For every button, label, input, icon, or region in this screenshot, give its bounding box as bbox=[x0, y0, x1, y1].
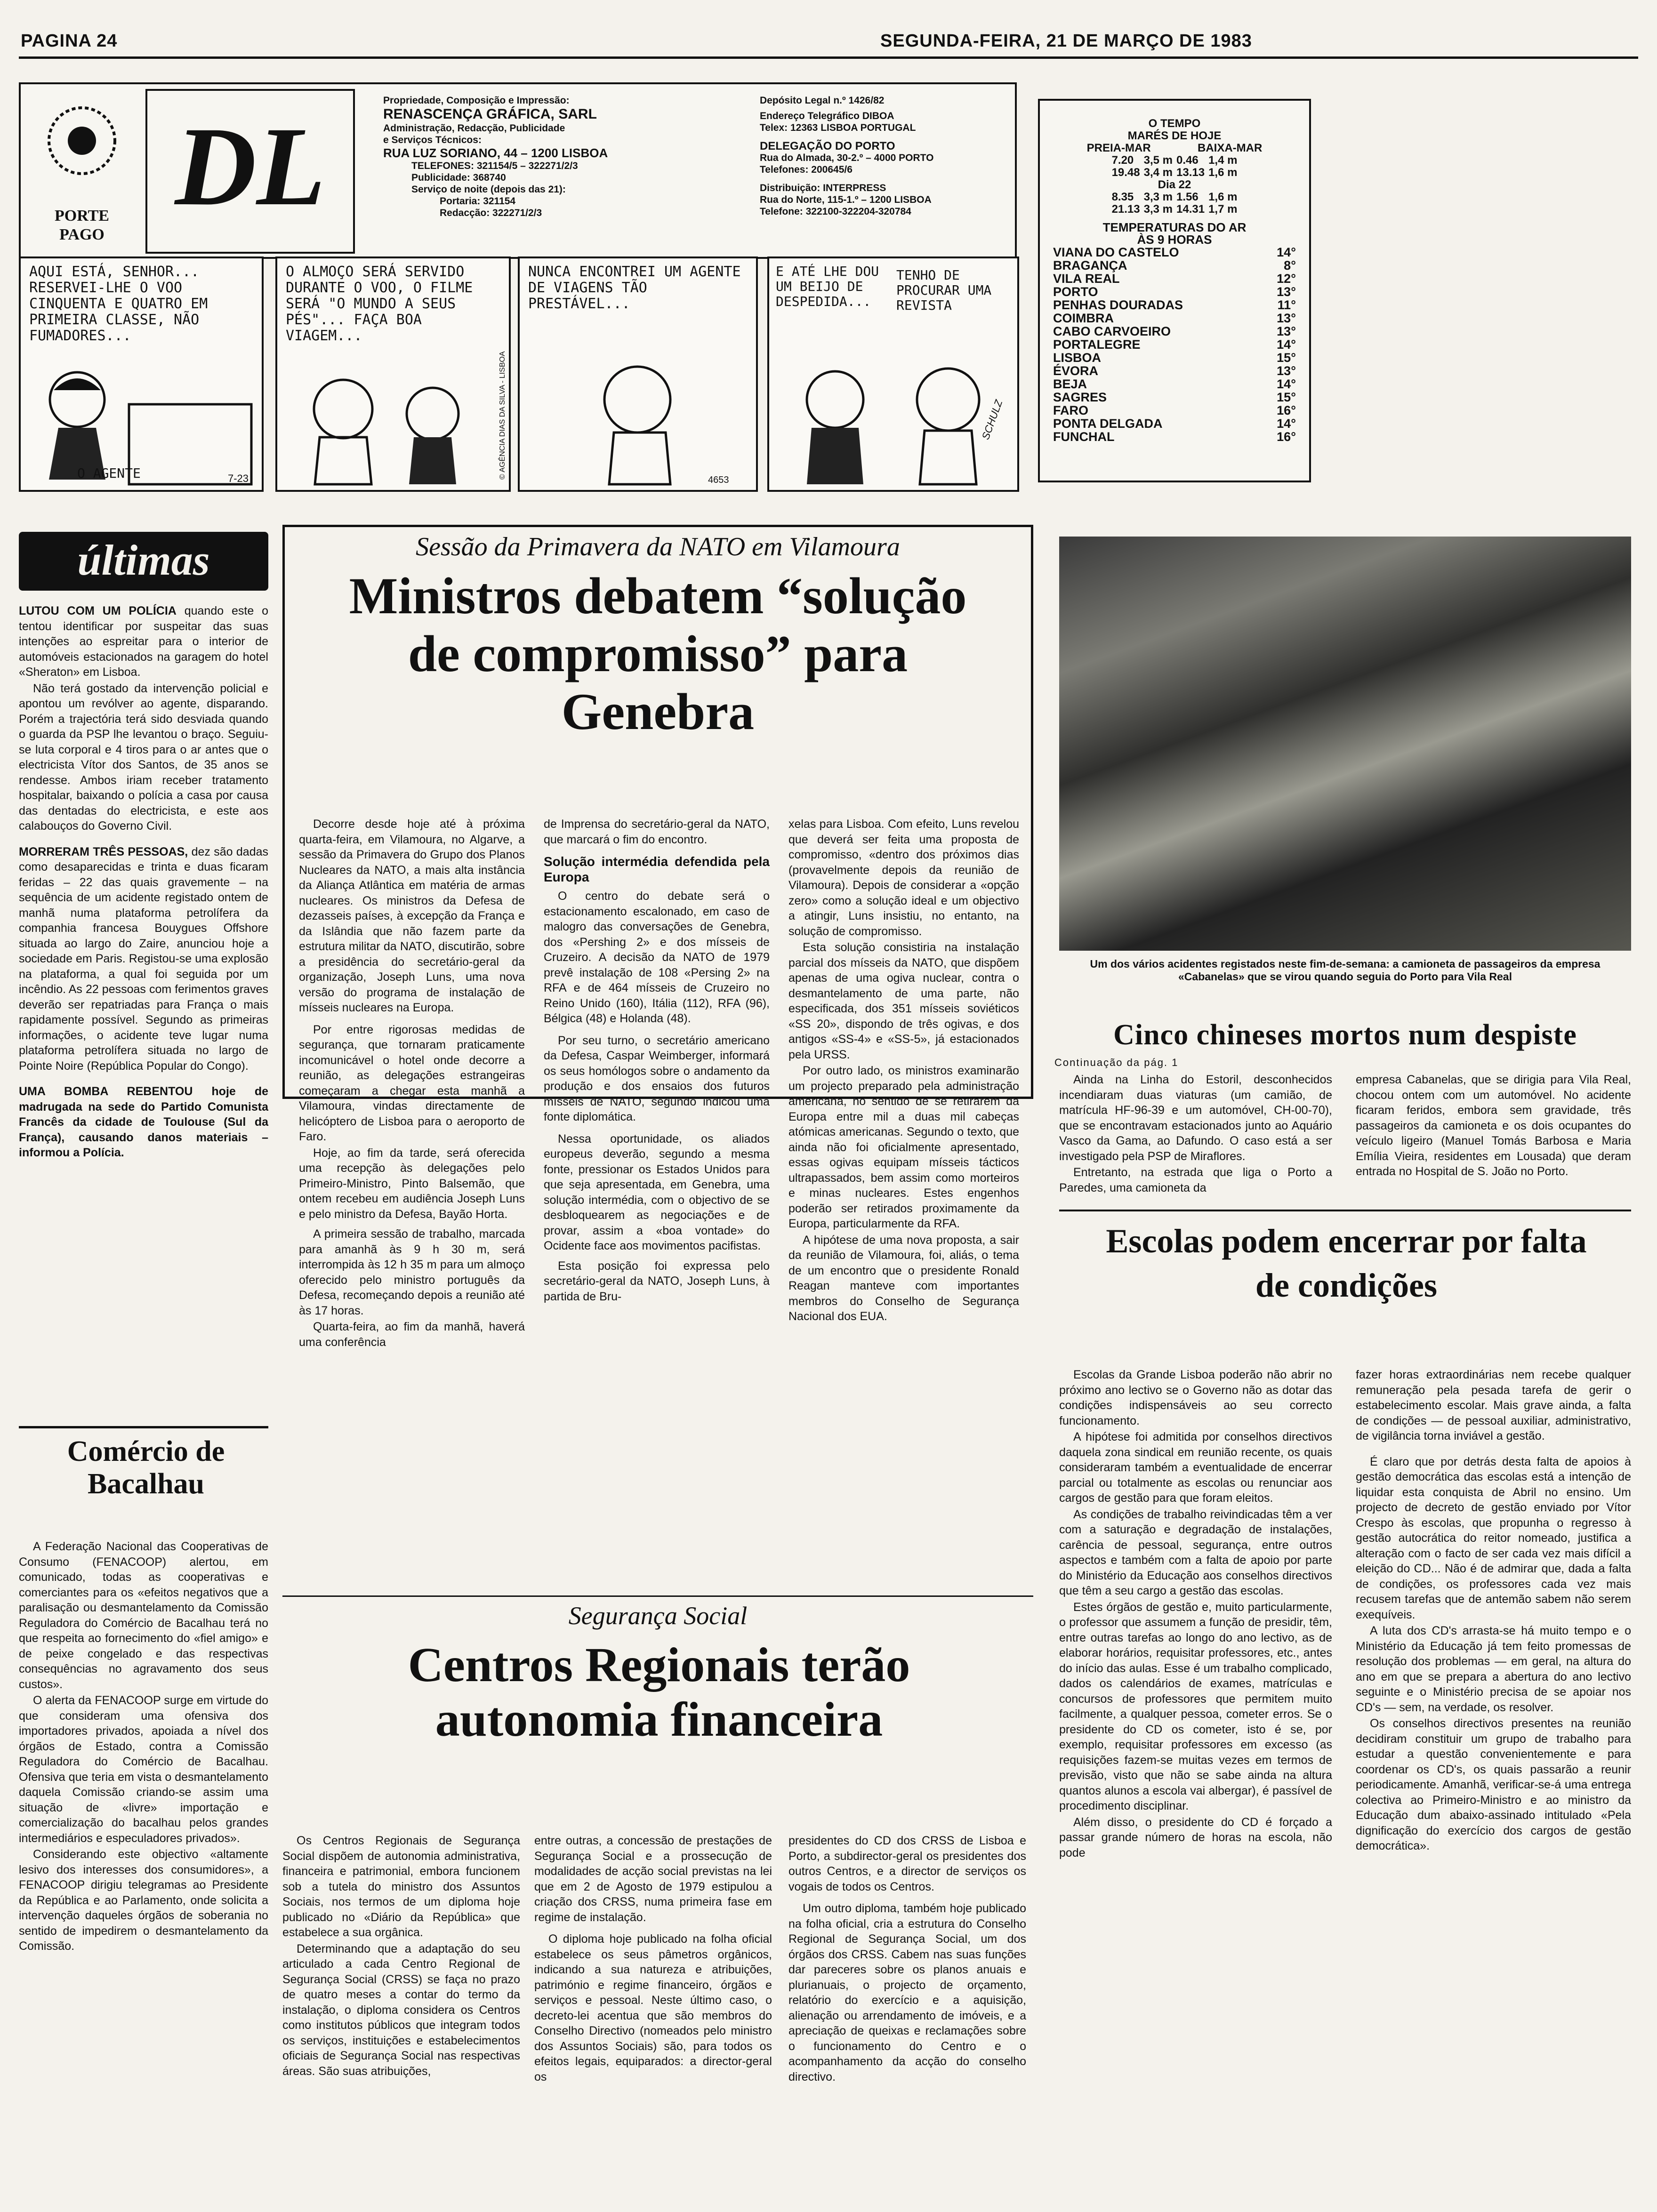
temperature-row bbox=[1053, 246, 1296, 259]
temperature-row bbox=[1053, 298, 1296, 312]
publisher-info: Propriedade, Composição e Impressão: RENASCENÇA GRÁFICA, SARL Administração, Redacção, Publicidade e Serviços Técnicos: RUA LUZ SORIANO, 44 – 1200 LISBOA TELEFONES: 321154/5 – 322271/2/3 Publicidade: 368740 Serviço de noite (depois das 21): Portaria: 321154 Redacção: 322271/2/3 bbox=[383, 95, 608, 218]
tide-day-label: Dia 22 bbox=[1158, 178, 1191, 191]
city-name: VIANA DO CASTELO bbox=[1053, 245, 1179, 259]
ultimas-item: MORRERAM TRÊS PESSOAS, dez são dadas como desaparecidas e trinta e duas ficaram feridas – 22 das quais gravemente – na sequência de um acidente registado ontem de manhã numa plataforma petrolífera da companhia francesa Bouygues Offshore situada ao largo do Zaire, anunciou hoje a sociedade em Paris. Registou-se uma explosão na plataforma, a qual foi seguida por um incêndio. As 22 pessoas com ferimentos graves deverão ser repatriadas para França o mais rapidamente possível. Segundo as primeiras informações, o acidente teve lugar numa plataforma petrolífera situada no largo de Pointe Noire (República Popular do Congo). bbox=[19, 845, 269, 1073]
temperature-row bbox=[1053, 391, 1296, 404]
paragraph: Além disso, o presidente do CD é forçado a passar grande número de horas na escola, não pode bbox=[1059, 1815, 1332, 1859]
city-name: FARO bbox=[1053, 403, 1089, 417]
temperature-row bbox=[1053, 285, 1296, 298]
tide-row: 19.48 3,4 m 13.13 1,6 m bbox=[1111, 166, 1238, 179]
ultimas-column bbox=[19, 603, 268, 1162]
temperature-row bbox=[1053, 259, 1296, 272]
temperature-value: 11° bbox=[1277, 298, 1296, 312]
nato-col-1 bbox=[299, 817, 525, 1351]
cartoonist-signature: SCHULZ bbox=[979, 398, 1005, 441]
accident-col-1 bbox=[1059, 1072, 1332, 1196]
paragraph: fazer horas extraordinárias nem recebe qualquer remuneração pela pesada tarefa de gerir o estabelecimento escolar. Mais grave ainda, a falta de condições — de pessoal auxiliar, administrativo, de vigilância torna inviável a gestão. bbox=[1356, 1368, 1631, 1443]
temperature-row bbox=[1053, 325, 1296, 338]
paragraph: Escolas da Grande Lisboa poderão não abrir no próximo ano lectivo se o Governo não as dotar das condições indispensáveis ao seu correcto funcionamento. bbox=[1059, 1368, 1332, 1427]
charlie-brown-figure-icon bbox=[520, 353, 760, 489]
temperature-value: 13° bbox=[1277, 285, 1296, 299]
city-name: CABO CARVOEIRO bbox=[1053, 324, 1171, 338]
paragraph: de Imprensa do secretário-geral da NATO, que marcará o fim do encontro. bbox=[544, 817, 770, 846]
comic-speech: E ATÉ LHE DOU UM BEIJO DE DESPEDIDA... bbox=[776, 264, 879, 309]
city-name: VILA REAL bbox=[1053, 272, 1120, 286]
paragraph: A hipótese de uma nova proposta, a sair da reunião de Vilamoura, foi, aliás, o tema de um encontro que o presidente Ronald Reagan manteve com importantes membros do Conselho de Segurança Nacional dos EUA. bbox=[788, 1233, 1019, 1323]
ultimas-banner bbox=[19, 532, 268, 591]
paragraph: O alerta da FENACOOP surge em virtude do que consideram uma ofensiva dos importadores privados, apoiada a nível dos órgãos de Estado, contra a Comissão Reguladora do Comércio de Bacalhau. Ofensiva que teria em vista o desmantelamento daquela Comissão criando-se assim uma situação de «livre» importação e comercialização do bacalhau pelos grandes intermediários e especuladores privados». bbox=[19, 1694, 268, 1845]
page-date: SEGUNDA-FEIRA, 21 DE MARÇO DE 1983 bbox=[880, 31, 1252, 51]
preia-mar-label: PREIA-MAR bbox=[1086, 142, 1151, 154]
paragraph: Por outro lado, os ministros examinarão um projecto preparado pela administração americana, no sentido de se retirarem da Europa entre mil a duas mil cabeças atómicas americanas. Segundo o texto, que ainda não foi oficialmente apresentado, essas ogivas equipam mísseis tácticos ultrapassados, bem assim como morteiros e minas nucleares. Estes engenhos poderão ser retirados proximamente da Europa, particularmente da RFA. bbox=[788, 1064, 1019, 1230]
temperature-row bbox=[1053, 404, 1296, 417]
paragraph: A primeira sessão de trabalho, marcada para amanhã às 9 h 30 m, será interrompida às 12 h 35 m para um almoço oferecido pelo ministro português da Defesa, recomeçando depois a reunião até às 17 horas. bbox=[299, 1227, 525, 1317]
logo-box bbox=[145, 89, 355, 254]
comic-code: 7-23 bbox=[228, 473, 249, 484]
lucy-and-charlie-figures-icon bbox=[769, 353, 1021, 489]
comic-speech: AQUI ESTÁ, SENHOR... RESERVEI-LHE O VOO CINQUENTA E QUATRO EM PRIMEIRA CLASSE, NÃO FUMADORES... bbox=[29, 264, 208, 344]
nato-article bbox=[282, 525, 1033, 1349]
temperature-value: 8° bbox=[1284, 258, 1296, 272]
temperature-row bbox=[1053, 377, 1296, 391]
porte-pago-label: PORTE PAGO bbox=[55, 207, 109, 243]
city-name: PORTALEGRE bbox=[1053, 337, 1141, 352]
city-name: LISBOA bbox=[1053, 351, 1102, 365]
seguranca-col-2 bbox=[534, 1833, 772, 2085]
city-name: BEJA bbox=[1053, 377, 1087, 391]
temps-title: TEMPERATURAS DO AR bbox=[1102, 220, 1247, 234]
baixa-mar-label: BAIXA-MAR bbox=[1197, 142, 1263, 154]
paragraph: O diploma hoje publicado na folha oficial estabelece os seus pâmetros orgânicos, indicando a sua natureza e atribuições, património e regime financeiro, órgãos e serviços e pessoal. Neste último caso, o decreto-lei acentua que são membros do Conselho Directivo (nomeados pelo ministro dos Assuntos Sociais) são, para todos os efeitos legais, equiparados: a director-geral os bbox=[534, 1932, 772, 2084]
temperature-value: 14° bbox=[1277, 417, 1296, 431]
temperature-value: 14° bbox=[1277, 377, 1296, 391]
column-rule bbox=[19, 1426, 268, 1428]
logo: DL bbox=[175, 104, 326, 229]
paragraph: Ainda na Linha do Estoril, desconhecidos incendiaram duas viaturas (um camião, de matrícula HF-96-39 e um automóvel, CH-00-70), que se encontravam estacionados junto ao Aquário Vasco da Gama, ao Dafundo. O caso está a ser investigado pela PSP de Miraflores. bbox=[1059, 1073, 1332, 1163]
legal-info: Depósito Legal n.º 1426/82 Endereço Telegráfico DIBOA Telex: 12363 LISBOA PORTUGAL DELEGAÇÃO DO PORTO Rua do Almada, 30-2.º – 4000 PORTO Telefones: 200645/6 Distribuição: INTERPRESS Rua do Norte, 115-1.º – 1200 LISBOA Telefone: 322100-322204-320784 bbox=[760, 95, 934, 217]
temperature-row bbox=[1053, 417, 1296, 430]
temperature-value: 12° bbox=[1277, 272, 1296, 286]
paragraph: As condições de trabalho reivindicadas têm a ver com a saturação e degradação de instalações, carência de pessoal, segurança, entre outros aspectos e também com a falta de apoio por parte do Ministério da Educação aos conselhos directivos que têm a seu cargo a gestão das escolas. bbox=[1059, 1507, 1332, 1597]
photo-caption: Um dos vários acidentes registados neste fim-de-semana: a camioneta de passageiros da empresa «Cabanelas» que se virou quando seguia do Porto para Vila Real bbox=[1090, 958, 1601, 983]
city-name: SAGRES bbox=[1053, 390, 1107, 404]
paragraph: O centro do debate será o estacionamento escalonado, em caso de malogro das conversações de Genebra, dos «Pershing 2» e dos mísseis de Cruzeiro. A decisão da NATO de 1979 prevê instalação de 108 «Persing 2» na RFA e de 464 mísseis de Cruzeiro no Reino Unido (160), Itália (112), RFA (96), Bélgica (48) e Holanda (48). bbox=[544, 890, 770, 1025]
temperature-value: 15° bbox=[1277, 351, 1296, 365]
nato-kicker: Sessão da Primavera da NATO em Vilamoura bbox=[416, 532, 900, 561]
nato-col-3 bbox=[788, 817, 1019, 1325]
tide-row: 8.35 3,3 m 1.56 1,6 m bbox=[1111, 191, 1238, 203]
page-number: PAGINA 24 bbox=[21, 31, 118, 51]
paragraph: Por seu turno, o secretário americano da Defesa, Caspar Weimberger, informará os seus homólogos sobre o andamento da produção e dos ensaios dos futuros mísseis de NATO, segundo indicou uma fonte diplomática. bbox=[544, 1034, 770, 1123]
accident-col-2 bbox=[1356, 1072, 1631, 1180]
weather-box bbox=[1038, 99, 1311, 482]
paragraph: presidentes do CD dos CRSS de Lisboa e Porto, a subdirector-geral os presidentes dos outros Centros, e a director de serviços os vogais de todos os Centros. bbox=[788, 1834, 1026, 1893]
city-name: PORTO bbox=[1053, 285, 1098, 299]
paragraph: Por entre rigorosas medidas de segurança, que tornaram praticamente incomunicável o hotel onde decorre a reunião, as delegações estrangeiras começaram a chegar esta manhã a Vilamoura, vindas directamente de helicóptero de Lisboa para o aeroporto de Faro. bbox=[299, 1023, 525, 1143]
nato-subheading: Solução intermédia defendida pela Europa bbox=[544, 854, 770, 884]
porte-pago-stamp bbox=[25, 89, 138, 251]
ultimas-title: últimas bbox=[77, 536, 210, 584]
tide-row: 21.13 3,3 m 14.31 1,7 m bbox=[1111, 203, 1238, 216]
section-rule bbox=[1059, 1210, 1631, 1211]
crest-icon bbox=[25, 89, 138, 211]
comic-strip bbox=[19, 247, 1019, 492]
city-name: FUNCHAL bbox=[1053, 430, 1115, 444]
escolas-headline: Escolas podem encerrar por falta de condições bbox=[1106, 1222, 1587, 1304]
city-name: PONTA DELGADA bbox=[1053, 417, 1163, 431]
seguranca-kicker: Segurança Social bbox=[568, 1602, 748, 1630]
tide-table-today bbox=[1110, 154, 1239, 179]
temperature-row bbox=[1053, 351, 1296, 364]
temperature-row bbox=[1053, 338, 1296, 351]
nato-col-2 bbox=[544, 817, 770, 1305]
comic-panel-1 bbox=[19, 256, 264, 492]
ultimas-item: LUTOU COM UM POLÍCIA quando este o tentou identificar por suspeitar das suas intenções ao espreitar para o interior de automóveis estacionados na garagem do hotel «Sheraton» em Lisboa. bbox=[19, 604, 269, 679]
temps-subtitle: ÀS 9 HORAS bbox=[1137, 232, 1212, 247]
city-name: BRAGANÇA bbox=[1053, 258, 1127, 272]
paragraph: Os Centros Regionais de Segurança Social dispõem de autonomia administrativa, financeira e patrimonial, embora funcionem sob a tutela do ministro dos Assuntos Sociais, nos termos de um diploma hoje publicado no «Diário da República» que estabelece a sua orgânica. bbox=[282, 1834, 520, 1939]
tide-row: 7.20 3,5 m 0.46 1,4 m bbox=[1111, 154, 1238, 167]
paragraph: A hipótese foi admitida por conselhos directivos daquela zona sindical em reunião recente, os quais consideraram também a eventualidade de encerrar parcial ou totalmente as escolas ou renunciar aos cargos de gestão para que foram eleitos. bbox=[1059, 1430, 1332, 1505]
comic-panel-2 bbox=[275, 256, 511, 492]
temps-list bbox=[1040, 246, 1309, 443]
temperature-row bbox=[1053, 272, 1296, 285]
temperature-value: 13° bbox=[1277, 311, 1296, 325]
paragraph: Entretanto, na estrada que liga o Porto a Paredes, uma camioneta da bbox=[1059, 1166, 1332, 1194]
temperature-value: 13° bbox=[1277, 324, 1296, 338]
paragraph: Esta posição foi expressa pelo secretário-geral da NATO, Joseph Luns, à partida de Bru- bbox=[544, 1259, 770, 1303]
weather-title: O TEMPO bbox=[1148, 117, 1201, 130]
escolas-col-2 bbox=[1356, 1367, 1631, 1855]
ultimas-item: Não terá gostado da intervenção policial e apontou um revólver ao agente, disparando. Porém a trajectória terá sido desviada quando o guarda da PSP lhe levantou o braço. Seguiu-se luta corporal e 4 tiros para o ar antes que o electricista Vítor dos Santos, de 35 anos se rendesse. Ambos iriam receber tratamento hospitalar, baixando o polícia a casa por causa das dentadas do electricista, e este aos calabouços do Governo Civil. bbox=[19, 681, 268, 833]
temperature-value: 14° bbox=[1277, 245, 1296, 259]
paragraph: xelas para Lisboa. Com efeito, Luns revelou que deverá ser feita uma proposta de compromisso, «dentro dos próximos dias (provavelmente depois da reunião de Vilamoura). Depois de considerar a «opção zero» como a solução ideal e um objectivo a atingir, Luns insistiu, no entanto, na solução de compromisso. bbox=[788, 817, 1019, 938]
masthead bbox=[19, 82, 1017, 259]
paragraph: Hoje, ao fim da tarde, será oferecida uma recepção às delegações pelo Primeiro-Ministro, Pinto Balsemão, que ontem recebeu em audiência Joseph Luns e pelo ministro da Defesa, Bayão Horta. bbox=[299, 1146, 525, 1221]
comic-code: 4653 bbox=[708, 475, 729, 485]
paragraph: empresa Cabanelas, que se dirigia para Vila Real, chocou ontem com um automóvel. No acidente ficaram feridos, embora sem gravidade, três passageiros da camioneta e os dois ocupantes do veículo ligeiro (Manuel Tomás Barbosa e Maria Emília Vieira, residentes em Lousada) que deram entrada no Hospital de S. João no Porto. bbox=[1356, 1073, 1631, 1178]
paragraph: Determinando que a adaptação do seu articulado a cada Centro Regional de Segurança Social (CRSS) se faça no prazo de quatro meses a contar do termo da instalação, o diploma considera os Centros como institutos públicos que integram todos os serviços, instituições e estabelecimentos oficiais de Segurança Social nas respectivas áreas. São suas atribuições, bbox=[282, 1942, 520, 2078]
temperature-value: 16° bbox=[1277, 430, 1296, 444]
paragraph: Um outro diploma, também hoje publicado na folha oficial, cria a estrutura do Conselho Regional de Segurança Social, um dos órgãos dos CRSS. Cabem nas suas funções dar pareceres sobre os planos anuais e plurianuais, o projecto de orçamento, relatório do exercício e a aquisição, alienação ou arrendamento de imóveis, e a apreciação de queixas e reclamações sobre o funcionamento do Centro e o acompanhamento da acção do conselho directivo. bbox=[788, 1902, 1026, 2084]
comic-panel-3 bbox=[518, 256, 758, 492]
temperature-value: 14° bbox=[1277, 337, 1296, 352]
comercio-body bbox=[19, 1539, 268, 1955]
section-rule bbox=[282, 1595, 1033, 1597]
charlie-brown-figure-icon bbox=[277, 367, 513, 489]
comic-panel-4 bbox=[767, 256, 1019, 492]
escolas-col-1 bbox=[1059, 1367, 1332, 1861]
city-name: PENHAS DOURADAS bbox=[1053, 298, 1183, 312]
continuation-note: Continuação da pág. 1 bbox=[1054, 1057, 1179, 1068]
tides-title: MARÉS DE HOJE bbox=[1127, 129, 1222, 142]
tide-table-tomorrow bbox=[1110, 191, 1239, 216]
paragraph: entre outras, a concessão de prestações de Segurança Social e a prossecução de modalidades de acção social previstas na lei que em 2 de Agosto de 1979 estipulou a criação dos CRSS, numa primeira fase em regime de instalação. bbox=[534, 1834, 772, 1924]
city-name: ÉVORA bbox=[1053, 364, 1099, 378]
paragraph: Decorre desde hoje até à próxima quarta-feira, em Vilamoura, no Algarve, a sessão da Primavera do Grupo dos Planos Nucleares da NATO, a mais alta instância da Aliança Atlântica em matéria de armas nucleares. Os ministros da Defesa de dezasseis países, à excepção da França e da Islândia que não fazem parte da estrutura militar da NATO, discutirão, sobre a presidência do secretário-geral da organização, Joseph Luns, uma nova versão do programa de instalação de mísseis nucleares na Europa. bbox=[299, 817, 525, 1014]
lucy-figure-icon bbox=[21, 362, 265, 489]
seguranca-col-1 bbox=[282, 1833, 520, 2080]
comercio-headline: Comércio de Bacalhau bbox=[67, 1435, 225, 1500]
accident-headline: Cinco chineses mortos num despiste bbox=[1113, 1019, 1577, 1051]
accident-photo bbox=[1059, 537, 1631, 951]
agency-credit: © AGÊNCIA DIAS DA SILVA - LISBOA bbox=[499, 351, 507, 480]
city-name: COIMBRA bbox=[1053, 311, 1114, 325]
temperature-row bbox=[1053, 364, 1296, 377]
paragraph: A luta dos CD's arrasta-se há muito tempo e o Ministério da Educação já tem feito promessas de resolução dos problemas — em geral, na altura do ano em que se prepara a abertura do ano lectivo seguinte e o Ministério precisa de se apoiar nos CD's — sem, na verdade, os resolver. bbox=[1356, 1624, 1631, 1714]
comic-speech: O ALMOÇO SERÁ SERVIDO DURANTE O VOO, O FILME SERÁ "O MUNDO A SEUS PÉS"... FAÇA BOA VIAGEM... bbox=[286, 264, 473, 344]
agent-sign: O AGENTE bbox=[77, 465, 141, 481]
ultimas-item: UMA BOMBA REBENTOU hoje de madrugada na sede do Partido Comunista Francês da cidade de Toulouse (Sul da França), causando danos materiais – informou a Polícia. bbox=[19, 1085, 268, 1159]
paragraph: Quarta-feira, ao fim da manhã, haverá uma conferência bbox=[299, 1320, 525, 1349]
paragraph: Os conselhos directivos presentes na reunião decidiram constituir um grupo de trabalho para estudar a questão convenientemente e para coordenar os CD's, os quais passarão a reunir periodicamente. Amanhã, verificar-se-á uma entrega colectiva ao Primeiro-Ministro e ao ministro da Educação dum abaixo-assinado intitulado «Pela dignificação do exercício dos cargos de gestão democrática». bbox=[1356, 1717, 1631, 1852]
temperature-row bbox=[1053, 430, 1296, 443]
paragraph: Estes órgãos de gestão e, muito particularmente, o professor que assumem a função de presidir, têm, entre outras tarefas ao longo do ano lectivo, as de elaborar horários, requisitar professores, etc., antes do início das aulas. Esse é um trabalho complicado, dados os calendários de exames, matrículas e concursos de professores que permitem muito facilmente, a qualquer pessoa, cometer erros. Se o presidente do CD os cometer, isto é se, por exemplo, requisitar professores em excesso (as requisições fazem-se muitas vezes em termos de previsão, visto que não se sabe ainda na altura quantos alunos a escola vai albergar), é passível de procedimento disciplinar. bbox=[1059, 1600, 1332, 1812]
seguranca-headline: Centros Regionais terão autonomia financeira bbox=[408, 1638, 910, 1747]
temperature-value: 15° bbox=[1277, 390, 1296, 404]
paragraph: A Federação Nacional das Cooperativas de Consumo (FENACOOP) alertou, em comunicado, todas as cooperativas e comerciantes para os «efeitos negativos que a paralisação ou desmantelamento da Comissão Reguladora do Comércio de Bacalhau terá no que respeita ao fornecimento do «fiel amigo» e de peixe congelado e das respectivas consequências no agravamento dos seus custos». bbox=[19, 1540, 268, 1691]
paragraph: Nessa oportunidade, os aliados europeus deverão, segundo a mesma fonte, pressionar os Estados Unidos para que seja apresentada, em Genebra, uma solução intermédia, com o objectivo de se desbloquearem as negociações e de provar, assim a «boa vontade» do Ocidente face aos movimentos pacifistas. bbox=[544, 1132, 770, 1252]
paragraph: Esta solução consistiria na instalação parcial dos mísseis da NATO, que dispõem apenas de uma ogiva nuclear, contra o desmantelamento de uma parte, não especificada, dos 351 mísseis soviéticos «SS 20», dispondo de três ogivas, e dos antigos «SS-4» e «SS-5», já estacionados pela URSS. bbox=[788, 941, 1019, 1061]
temperature-value: 13° bbox=[1277, 364, 1296, 378]
comic-speech: TENHO DE PROCURAR UMA REVISTA bbox=[896, 267, 992, 313]
temperature-value: 16° bbox=[1277, 403, 1296, 417]
comic-speech: NUNCA ENCONTREI UM AGENTE DE VIAGENS TÃO PRESTÁVEL... bbox=[528, 264, 741, 312]
seguranca-col-3 bbox=[788, 1833, 1026, 2085]
temperature-row bbox=[1053, 312, 1296, 325]
paragraph: É claro que por detrás desta falta de apoios à gestão democrática das escolas está a intenção de liquidar esta conquista de Abril no ensino. Um projecto de decreto de gestão enviado por Vítor Crespo às escolas, que propunha o regresso à gestão autocrática do reitor nomeado, justifica a alteração com o facto de ser cada vez mais difícil a eleição do CD... Não é de admirar que, dada a falta de condições, os professores cada vez mais recusem tarefas que de antemão sabem não serem exequíveis. bbox=[1356, 1455, 1631, 1621]
nato-headline: Ministros debatem “solução de compromisso” para Genebra bbox=[349, 567, 967, 741]
header-rule bbox=[19, 56, 1638, 59]
paragraph: Considerando este objectivo «altamente lesivo dos interesses dos consumidores», a FENACOOP dirigiu telegramas ao Presidente da República e ao Parlamento, onde solicita a intervenção daqueles órgãos de soberania no sentido de impedirem o desmantelamento da Comissão. bbox=[19, 1848, 268, 1953]
